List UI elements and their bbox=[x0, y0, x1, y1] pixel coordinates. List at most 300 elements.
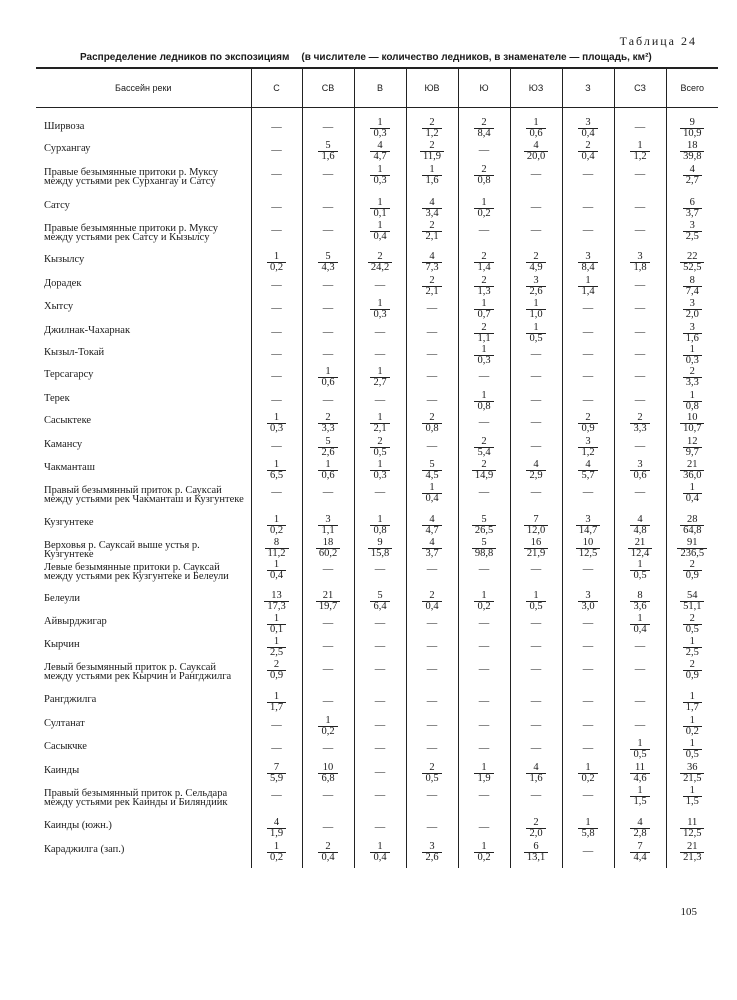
exposure-cell bbox=[458, 842, 510, 868]
fraction bbox=[578, 437, 597, 458]
exposure-cell bbox=[302, 165, 354, 198]
glacier-area: 2,1 bbox=[373, 422, 387, 434]
fraction bbox=[524, 538, 548, 559]
exposure-cell bbox=[614, 391, 666, 413]
fraction bbox=[683, 637, 702, 658]
exposure-cell bbox=[458, 108, 510, 141]
glacier-area: 14,9 bbox=[474, 469, 494, 481]
fraction bbox=[318, 763, 337, 784]
glacier-area: 0,5 bbox=[633, 569, 647, 581]
glacier-area: 0,4 bbox=[425, 492, 439, 504]
glacier-area: 0,3 bbox=[477, 354, 491, 366]
empty-dash: — bbox=[271, 789, 282, 801]
exposure-cell bbox=[614, 842, 666, 868]
exposure-cell bbox=[562, 716, 614, 739]
column-header-total: Всего bbox=[666, 68, 718, 108]
empty-dash: — bbox=[478, 640, 490, 652]
glacier-count: 1 bbox=[318, 367, 337, 378]
fraction bbox=[267, 818, 286, 839]
basin-name: Камансу bbox=[44, 438, 83, 450]
fraction bbox=[683, 391, 702, 412]
empty-dash: — bbox=[478, 719, 490, 731]
glacier-area: 5,8 bbox=[581, 827, 595, 839]
glacier-area: 1,2 bbox=[633, 150, 647, 162]
basin-name: Левый безымянный приток р. Саукcай между устьями рек Кырчин и Рангджилга bbox=[44, 661, 232, 682]
exposure-cell bbox=[354, 391, 406, 413]
glacier-area: 2,0 bbox=[529, 827, 543, 839]
exposure-cell bbox=[354, 165, 406, 198]
exposure-cell bbox=[458, 614, 510, 637]
empty-dash: — bbox=[582, 348, 594, 360]
glacier-count: 4 bbox=[526, 460, 545, 471]
fraction bbox=[422, 118, 441, 139]
exposure-cell bbox=[251, 108, 302, 141]
empty-dash: — bbox=[322, 486, 334, 498]
exposure-cell bbox=[251, 413, 302, 437]
exposure-cell bbox=[458, 299, 510, 323]
glacier-count: 1 bbox=[683, 739, 702, 750]
basin-name: Правый безымянный приток р. Саукcай между устьями рек Чакманташ и Кузгунтеке bbox=[44, 484, 244, 505]
exposure-cell bbox=[251, 842, 302, 868]
exposure-cell bbox=[458, 818, 510, 842]
exposure-cell bbox=[614, 515, 666, 538]
exposure-cell bbox=[354, 252, 406, 276]
exposure-cell bbox=[251, 515, 302, 538]
fraction bbox=[683, 221, 702, 242]
glacier-area: 2,1 bbox=[425, 230, 439, 242]
fraction bbox=[683, 299, 702, 320]
exposure-cell bbox=[406, 437, 458, 460]
fraction bbox=[368, 538, 392, 559]
exposure-cell bbox=[406, 538, 458, 560]
glacier-area: 21,9 bbox=[526, 547, 546, 559]
empty-dash: — bbox=[426, 370, 438, 382]
exposure-cell bbox=[251, 538, 302, 560]
exposure-cell bbox=[251, 367, 302, 391]
exposure-cell bbox=[354, 842, 406, 868]
exposure-cell bbox=[458, 560, 510, 591]
glacier-count: 1 bbox=[526, 299, 545, 310]
glacier-area: 1,2 bbox=[425, 128, 439, 139]
exposure-cell bbox=[458, 198, 510, 221]
basin-name: Правые безымянные притоки р. Муксу между устьями рек Сатсу и Кызылсу bbox=[44, 222, 219, 243]
glacier-area: 2,7 bbox=[685, 174, 699, 186]
fraction bbox=[316, 538, 340, 559]
fraction bbox=[422, 460, 441, 481]
exposure-cell bbox=[614, 108, 666, 141]
glacier-count: 2 bbox=[474, 276, 493, 287]
glacier-area: 19,7 bbox=[318, 600, 338, 612]
exposure-cell bbox=[302, 460, 354, 483]
glacier-area: 10,7 bbox=[683, 422, 702, 434]
empty-dash: — bbox=[374, 486, 386, 498]
basin-name: Белеули bbox=[44, 592, 80, 604]
empty-dash: — bbox=[374, 719, 386, 731]
glacier-area: 11,9 bbox=[423, 150, 441, 162]
glacier-count: 21 bbox=[316, 591, 340, 602]
exposure-cell bbox=[302, 252, 354, 276]
glacier-count: 6 bbox=[683, 198, 702, 209]
glacier-count: 8 bbox=[683, 276, 702, 287]
exposure-cell bbox=[510, 391, 562, 413]
exposure-cell bbox=[510, 252, 562, 276]
empty-dash: — bbox=[426, 695, 438, 707]
glacier-count: 10 bbox=[318, 763, 337, 774]
glacier-area: 12,4 bbox=[630, 547, 650, 559]
glacier-count: 1 bbox=[370, 413, 389, 424]
basin-name: Джилнак-Чахарнак bbox=[44, 324, 131, 336]
exposure-cell bbox=[510, 437, 562, 460]
fraction bbox=[578, 413, 597, 434]
empty-dash: — bbox=[478, 486, 490, 498]
exposure-cell bbox=[666, 842, 718, 868]
empty-dash: — bbox=[634, 486, 646, 498]
exposure-cell bbox=[510, 367, 562, 391]
exposure-cell bbox=[354, 591, 406, 614]
exposure-cell bbox=[302, 818, 354, 842]
glacier-count: 2 bbox=[578, 141, 597, 152]
column-header-exposure: Ю bbox=[458, 68, 510, 108]
glacier-count: 2 bbox=[683, 367, 702, 378]
exposure-cell bbox=[251, 483, 302, 515]
exposure-cell bbox=[302, 538, 354, 560]
exposure-cell bbox=[302, 276, 354, 299]
glacier-area: 5,7 bbox=[581, 469, 595, 481]
fraction bbox=[683, 323, 702, 344]
fraction bbox=[578, 252, 597, 273]
exposure-cell bbox=[666, 763, 718, 786]
fraction bbox=[630, 252, 649, 273]
glacier-area: 0,4 bbox=[633, 623, 647, 635]
basin-name: Сасыкчке bbox=[44, 740, 87, 752]
empty-dash: — bbox=[322, 640, 334, 652]
exposure-cell bbox=[458, 141, 510, 165]
empty-dash: — bbox=[426, 563, 438, 575]
empty-dash: — bbox=[634, 302, 646, 314]
exposure-cell bbox=[406, 842, 458, 868]
exposure-cell bbox=[666, 198, 718, 221]
caption-title: Распределение ледников по экспозициям bbox=[80, 52, 290, 63]
exposure-cell bbox=[302, 637, 354, 660]
exposure-cell bbox=[562, 323, 614, 345]
glacier-count: 2 bbox=[370, 437, 389, 448]
empty-dash: — bbox=[322, 394, 334, 406]
empty-dash: — bbox=[634, 440, 646, 452]
glacier-count: 1 bbox=[578, 818, 597, 829]
empty-dash: — bbox=[374, 821, 386, 833]
exposure-cell bbox=[302, 560, 354, 591]
table-row bbox=[36, 739, 718, 763]
exposure-cell bbox=[510, 763, 562, 786]
glacier-count: 8 bbox=[630, 591, 649, 602]
empty-dash: — bbox=[582, 224, 594, 236]
exposure-cell bbox=[251, 221, 302, 252]
empty-dash: — bbox=[271, 224, 282, 236]
exposure-cell bbox=[562, 108, 614, 141]
empty-dash: — bbox=[582, 789, 594, 801]
exposure-cell bbox=[458, 786, 510, 818]
empty-dash: — bbox=[374, 563, 386, 575]
fraction bbox=[474, 165, 493, 186]
glacier-area: 4,6 bbox=[633, 772, 647, 784]
glacier-area: 3,3 bbox=[685, 376, 699, 388]
glacier-exposure-table bbox=[36, 67, 718, 868]
exposure-cell bbox=[251, 560, 302, 591]
glacier-count: 1 bbox=[370, 842, 389, 853]
fraction bbox=[680, 141, 704, 162]
empty-dash: — bbox=[478, 370, 490, 382]
basin-name: Чакманташ bbox=[44, 461, 95, 473]
exposure-cell bbox=[510, 614, 562, 637]
glacier-area: 21,5 bbox=[683, 772, 702, 784]
glacier-area: 0,9 bbox=[685, 569, 699, 581]
exposure-cell bbox=[614, 591, 666, 614]
glacier-count: 1 bbox=[526, 323, 545, 334]
glacier-count: 1 bbox=[422, 165, 441, 176]
fraction bbox=[318, 413, 337, 434]
fraction bbox=[526, 276, 545, 297]
empty-dash: — bbox=[582, 563, 594, 575]
empty-dash: — bbox=[426, 789, 438, 801]
glacier-area: 1,0 bbox=[529, 308, 543, 320]
exposure-cell bbox=[510, 660, 562, 692]
exposure-cell bbox=[666, 538, 718, 560]
column-header-exposure: С bbox=[251, 68, 302, 108]
glacier-area: 1,1 bbox=[477, 332, 491, 344]
fraction bbox=[264, 591, 288, 612]
exposure-cell bbox=[614, 276, 666, 299]
glacier-count: 18 bbox=[680, 141, 704, 152]
fraction bbox=[630, 614, 649, 635]
table-row bbox=[36, 345, 718, 367]
glacier-count: 1 bbox=[370, 460, 389, 471]
fraction bbox=[578, 276, 597, 297]
empty-dash: — bbox=[322, 789, 334, 801]
glacier-area: 0,4 bbox=[581, 150, 595, 162]
exposure-cell bbox=[666, 299, 718, 323]
fraction bbox=[318, 515, 337, 536]
exposure-cell bbox=[510, 786, 562, 818]
column-header-exposure: З bbox=[562, 68, 614, 108]
exposure-cell bbox=[251, 591, 302, 614]
empty-dash: — bbox=[530, 416, 542, 428]
glacier-area: 17,3 bbox=[267, 600, 286, 612]
basin-name: Правые безымянные притоки р. Муксу между устьями рек Сурхангау и Сатсу bbox=[44, 166, 219, 187]
glacier-area: 1,7 bbox=[685, 701, 699, 713]
glacier-area: 0,5 bbox=[529, 332, 543, 344]
fraction bbox=[680, 460, 704, 481]
empty-dash: — bbox=[478, 663, 490, 675]
empty-dash: — bbox=[530, 789, 542, 801]
exposure-cell bbox=[562, 692, 614, 716]
exposure-cell bbox=[510, 108, 562, 141]
basin-name: Сасыктеке bbox=[44, 414, 92, 426]
fraction bbox=[422, 165, 441, 186]
glacier-count: 3 bbox=[683, 299, 702, 310]
glacier-area: 12,5 bbox=[683, 827, 702, 839]
glacier-count: 1 bbox=[267, 842, 286, 853]
exposure-cell bbox=[406, 515, 458, 538]
exposure-cell bbox=[458, 345, 510, 367]
glacier-count: 22 bbox=[680, 252, 704, 263]
exposure-cell bbox=[562, 437, 614, 460]
exposure-cell bbox=[406, 483, 458, 515]
glacier-area: 21,3 bbox=[683, 851, 702, 863]
empty-dash: — bbox=[271, 348, 282, 360]
glacier-count: 11 bbox=[630, 763, 649, 774]
glacier-count: 4 bbox=[524, 141, 548, 152]
fraction bbox=[578, 141, 597, 162]
glacier-area: 7,3 bbox=[425, 261, 439, 273]
exposure-cell bbox=[302, 483, 354, 515]
table-row bbox=[36, 198, 718, 221]
glacier-area: 8,4 bbox=[477, 128, 491, 139]
fraction bbox=[267, 637, 286, 658]
exposure-cell bbox=[354, 692, 406, 716]
glacier-count: 2 bbox=[683, 614, 702, 625]
glacier-count: 2 bbox=[267, 660, 286, 671]
exposure-cell bbox=[562, 299, 614, 323]
exposure-cell bbox=[251, 637, 302, 660]
fraction bbox=[683, 198, 702, 219]
exposure-cell bbox=[562, 739, 614, 763]
glacier-count: 4 bbox=[578, 460, 597, 471]
glacier-count: 11 bbox=[680, 818, 704, 829]
glacier-count: 2 bbox=[422, 763, 441, 774]
glacier-area: 0,2 bbox=[477, 851, 491, 863]
empty-dash: — bbox=[582, 394, 594, 406]
exposure-cell bbox=[562, 614, 614, 637]
glacier-area: 0,5 bbox=[425, 772, 439, 784]
exposure-cell bbox=[562, 637, 614, 660]
empty-dash: — bbox=[322, 224, 334, 236]
glacier-count: 2 bbox=[630, 413, 649, 424]
exposure-cell bbox=[666, 614, 718, 637]
exposure-cell bbox=[562, 560, 614, 591]
glacier-area: 0,6 bbox=[633, 469, 647, 481]
exposure-cell bbox=[354, 460, 406, 483]
exposure-cell bbox=[458, 391, 510, 413]
exposure-cell bbox=[354, 763, 406, 786]
exposure-cell bbox=[406, 198, 458, 221]
glacier-area: 0,5 bbox=[373, 446, 387, 458]
glacier-area: 2,6 bbox=[529, 285, 543, 297]
empty-dash: — bbox=[426, 663, 438, 675]
exposure-cell bbox=[562, 515, 614, 538]
exposure-cell bbox=[251, 692, 302, 716]
empty-dash: — bbox=[322, 663, 334, 675]
exposure-cell bbox=[406, 460, 458, 483]
exposure-cell bbox=[562, 460, 614, 483]
basin-name: Хытсу bbox=[44, 300, 74, 312]
empty-dash: — bbox=[426, 719, 438, 731]
glacier-count: 2 bbox=[318, 842, 337, 853]
glacier-count: 1 bbox=[267, 560, 286, 571]
glacier-count: 3 bbox=[578, 591, 597, 602]
glacier-area: 0,5 bbox=[685, 623, 699, 635]
empty-dash: — bbox=[634, 394, 646, 406]
empty-dash: — bbox=[582, 201, 594, 213]
glacier-area: 0,2 bbox=[269, 851, 284, 863]
fraction bbox=[318, 437, 337, 458]
table-row bbox=[36, 515, 718, 538]
fraction bbox=[370, 367, 389, 388]
glacier-count: 10 bbox=[680, 413, 704, 424]
fraction bbox=[630, 560, 649, 581]
glacier-area: 4,7 bbox=[373, 150, 387, 162]
fraction bbox=[474, 252, 493, 273]
glacier-count: 1 bbox=[267, 692, 286, 703]
exposure-cell bbox=[510, 198, 562, 221]
exposure-cell bbox=[406, 108, 458, 141]
basin-name: Сатсу bbox=[44, 199, 70, 211]
glacier-area: 4,4 bbox=[633, 851, 647, 863]
glacier-area: 6,4 bbox=[373, 600, 387, 612]
glacier-count: 2 bbox=[420, 141, 444, 152]
exposure-cell bbox=[510, 842, 562, 868]
glacier-area: 1,6 bbox=[685, 332, 699, 344]
glacier-count: 2 bbox=[526, 818, 545, 829]
fraction bbox=[683, 786, 702, 807]
basin-name: Каинды bbox=[44, 764, 80, 776]
empty-dash: — bbox=[271, 719, 282, 731]
exposure-cell bbox=[406, 221, 458, 252]
empty-dash: — bbox=[426, 348, 438, 360]
empty-dash: — bbox=[271, 201, 282, 213]
exposure-cell bbox=[666, 165, 718, 198]
table-row bbox=[36, 391, 718, 413]
glacier-area: 1,3 bbox=[477, 285, 491, 297]
empty-dash: — bbox=[374, 663, 386, 675]
fraction bbox=[422, 221, 441, 242]
exposure-cell bbox=[458, 413, 510, 437]
fraction bbox=[683, 276, 702, 297]
exposure-cell bbox=[458, 763, 510, 786]
glacier-area: 1,8 bbox=[633, 261, 647, 273]
exposure-cell bbox=[354, 367, 406, 391]
exposure-cell bbox=[614, 165, 666, 198]
exposure-cell bbox=[302, 515, 354, 538]
empty-dash: — bbox=[374, 640, 386, 652]
exposure-cell bbox=[406, 692, 458, 716]
empty-dash: — bbox=[271, 279, 282, 291]
empty-dash: — bbox=[478, 821, 490, 833]
empty-dash: — bbox=[530, 742, 542, 754]
empty-dash: — bbox=[582, 663, 594, 675]
exposure-cell bbox=[354, 437, 406, 460]
fraction bbox=[680, 842, 704, 863]
fraction bbox=[420, 141, 444, 162]
glacier-count: 54 bbox=[680, 591, 704, 602]
fraction bbox=[318, 367, 337, 388]
glacier-count: 1 bbox=[370, 118, 389, 129]
glacier-count: 2 bbox=[578, 413, 597, 424]
empty-dash: — bbox=[322, 742, 334, 754]
glacier-count: 5 bbox=[370, 591, 389, 602]
exposure-cell bbox=[406, 716, 458, 739]
empty-dash: — bbox=[426, 821, 438, 833]
glacier-area: 24,2 bbox=[370, 261, 390, 273]
exposure-cell bbox=[510, 739, 562, 763]
fraction bbox=[526, 591, 545, 612]
fraction bbox=[630, 460, 649, 481]
glacier-count: 1 bbox=[630, 560, 649, 571]
exposure-cell bbox=[406, 276, 458, 299]
exposure-cell bbox=[666, 141, 718, 165]
glacier-area: 98,8 bbox=[474, 547, 494, 559]
exposure-cell bbox=[302, 842, 354, 868]
empty-dash: — bbox=[478, 144, 490, 156]
